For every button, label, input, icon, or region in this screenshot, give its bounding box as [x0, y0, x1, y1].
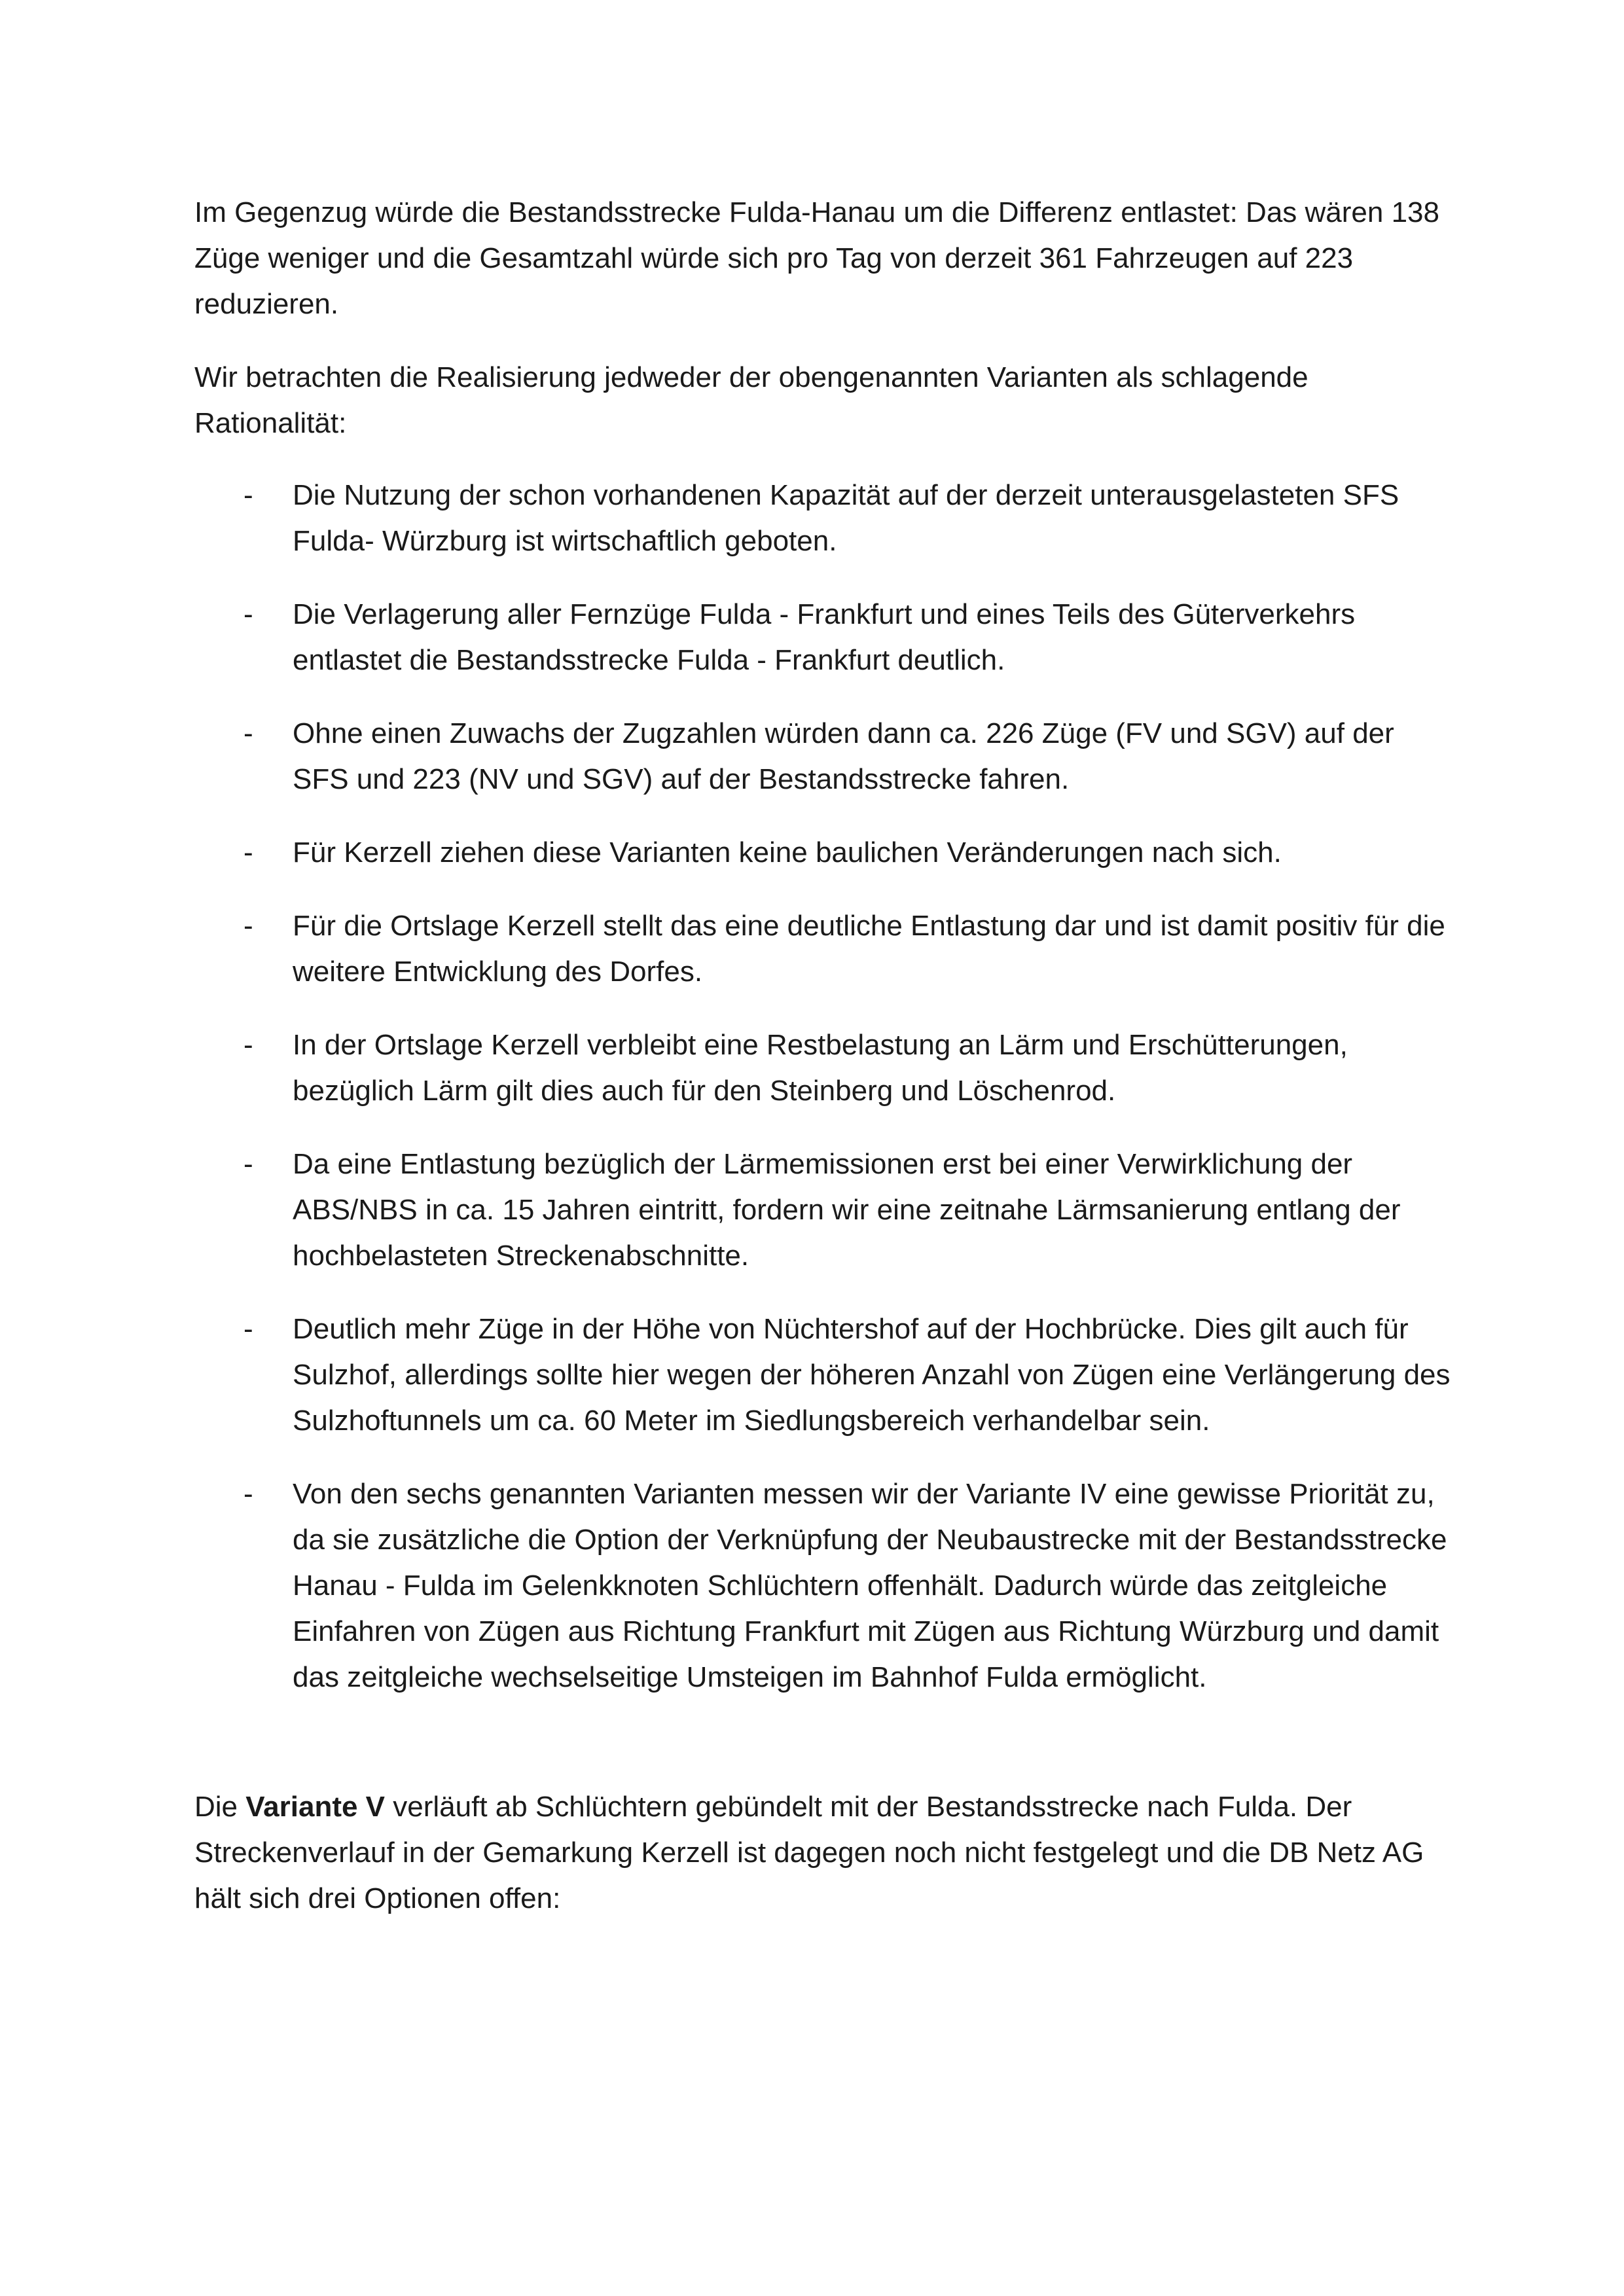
- list-item: [194, 711, 1458, 802]
- list-item-text: Da eine Entlastung bezüglich der Lärmemissionen erst bei einer Verwirklichung der ABS/NBS in ca. 15 Jahren eintritt, fordern wir eine zeitnahe Lärmsanierung entlang der hochbelasteten Streckenabschnitte.: [293, 1148, 1401, 1272]
- variante-v-bold: Variante V: [245, 1791, 386, 1823]
- list-item-text: Die Nutzung der schon vorhandenen Kapazität auf der derzeit unterausgelasteten SFS Fulda- Würzburg ist wirtschaftlich geboten.: [293, 479, 1399, 557]
- list-item-text: Für die Ortslage Kerzell stellt das eine deutliche Entlastung dar und ist damit positiv für die weitere Entwicklung des Dorfes.: [293, 910, 1445, 988]
- bullet-marker: -: [244, 836, 253, 869]
- list-item: [194, 1022, 1458, 1114]
- bullet-marker: -: [244, 717, 253, 749]
- list-item: [194, 473, 1458, 564]
- list-item-text: Die Verlagerung aller Fernzüge Fulda - Frankfurt und eines Teils des Güterverkehrs entlastet die Bestandsstrecke Fulda - Frankfurt deutlich.: [293, 598, 1356, 676]
- list-item-text: Für Kerzell ziehen diese Varianten keine baulichen Veränderungen nach sich.: [293, 836, 1282, 869]
- list-item-text: In der Ortslage Kerzell verbleibt eine Restbelastung an Lärm und Erschütterungen, bezüglich Lärm gilt dies auch für den Steinberg und Löschenrod.: [293, 1029, 1348, 1107]
- paragraph-intro: Im Gegenzug würde die Bestandsstrecke Fulda-Hanau um die Differenz entlastet: Das wären 138 Züge weniger und die Gesamtzahl würde sich pro Tag von derzeit 361 Fahrzeugen auf 223 reduzieren.: [194, 196, 1439, 320]
- list-item: [194, 1471, 1458, 1700]
- bullet-marker: -: [244, 479, 253, 511]
- list-item-text: Von den sechs genannten Varianten messen wir der Variante IV eine gewisse Priorität zu, da sie zusätzliche die Option der Verknüpfung der Neubaustrecke mit der Bestandsstrecke Hanau - Fulda im Gelenkknoten Schlüchtern offenhält. Dadurch würde das zeitgleiche Einfahren von Zügen aus Richtung Frankfurt mit Zügen aus Richtung Würzburg und damit das zeitgleiche wechselseitige Umsteigen im Bahnhof Fulda ermöglicht.: [293, 1478, 1447, 1693]
- paragraph-variante-v: [194, 1784, 1458, 1922]
- variante-v-lead: Die: [194, 1791, 246, 1823]
- list-item: [194, 830, 1458, 876]
- paragraph-rationale: Wir betrachten die Realisierung jedweder der obengenannten Varianten als schlagende Rationalität:: [194, 361, 1308, 439]
- bullet-marker: -: [244, 910, 253, 942]
- list-item-text: Deutlich mehr Züge in der Höhe von Nüchtershof auf der Hochbrücke. Dies gilt auch für Sulzhof, allerdings sollte hier wegen der höheren Anzahl von Zügen eine Verlängerung des Sulzhoftunnels um ca. 60 Meter im Siedlungsbereich verhandelbar sein.: [293, 1313, 1451, 1437]
- bullet-list: [194, 473, 1458, 1700]
- bullet-marker: -: [244, 1029, 253, 1061]
- bullet-marker: -: [244, 598, 253, 630]
- list-item: [194, 1141, 1458, 1279]
- list-item: [194, 1306, 1458, 1444]
- document-page: [194, 190, 1458, 1922]
- list-item: [194, 592, 1458, 683]
- bullet-marker: -: [244, 1478, 253, 1510]
- list-item-text: Ohne einen Zuwachs der Zugzahlen würden dann ca. 226 Züge (FV und SGV) auf der SFS und 223 (NV und SGV) auf der Bestandsstrecke fahren.: [293, 717, 1394, 795]
- bullet-marker: -: [244, 1313, 253, 1345]
- variante-v-rest: verläuft ab Schlüchtern gebündelt mit der Bestandsstrecke nach Fulda. Der Streckenverlauf in der Gemarkung Kerzell ist dagegen noch nicht festgelegt und die DB Netz AG hält sich drei Optionen offen:: [194, 1791, 1424, 1914]
- bullet-marker: -: [244, 1148, 253, 1180]
- list-item: [194, 903, 1458, 995]
